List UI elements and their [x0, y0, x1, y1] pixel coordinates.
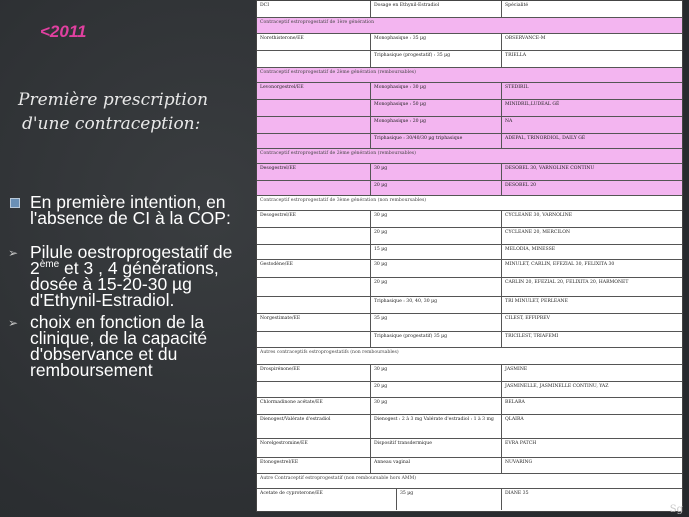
table-cell: 20 µg [371, 278, 502, 296]
bullet-list [8, 194, 243, 396]
table-cell: Monophasique : 20 µg [371, 117, 502, 133]
square-bullet-icon [10, 198, 20, 208]
table-cell: 30 µg [371, 211, 502, 227]
table-cell: STEDIRIL [505, 85, 529, 90]
table-row [257, 398, 682, 415]
table-cell: Norethisterone/EE [257, 34, 371, 50]
footer-mark: Sg [669, 504, 683, 515]
table-cell [257, 51, 371, 67]
table-cell: Triphasique : 30, 40, 30 µg [371, 297, 502, 313]
table-cell: Drospirénone/EE [257, 365, 371, 381]
table-cell: 35 µg [397, 489, 502, 510]
table-row [257, 51, 682, 68]
table-cell: Dispositif transdermique [371, 439, 502, 457]
subtitle-line-1: Première prescription [18, 90, 209, 110]
table-cell [257, 245, 371, 259]
table-cell [257, 117, 371, 133]
table-cell: TRIELLA [505, 53, 527, 58]
table-cell: Levonorgestrel/EE [257, 83, 371, 99]
table-cell [257, 297, 371, 313]
table-cell: 30 µg [371, 398, 502, 414]
table-cell: QLAIRA [505, 417, 524, 422]
table-row [257, 297, 682, 314]
table-cell: Norgestimate/EE [257, 314, 371, 331]
table-section: Autres contraceptifs estroprogestatifs (non remboursables) [257, 348, 682, 365]
contraceptive-table [256, 0, 683, 512]
table-cell: BELARA [505, 400, 525, 405]
table-section: Contraceptif estroprogestatif de 1ère génération [257, 18, 682, 34]
table-cell: OBSERVANCE-M [505, 36, 546, 41]
table-cell: Monophasique : 35 µg [371, 34, 502, 50]
table-cell: 20 µg [371, 382, 502, 397]
arrow-bullet-icon: ➢ [8, 316, 19, 330]
slide-year: <2011 [40, 22, 87, 41]
table-header-row [257, 1, 682, 18]
table-cell [257, 228, 371, 244]
table-cell: Chlormadinone acétate/EE [257, 398, 371, 414]
table-cell [257, 100, 371, 116]
table-cell [257, 332, 371, 347]
table-row [257, 278, 682, 297]
table-cell: Spécialité [505, 3, 529, 8]
table-row [257, 211, 682, 228]
table-cell: TRICILEST, TRIAFEMI [505, 334, 559, 339]
table-cell: Desogestrel/EE [257, 211, 371, 227]
table-cell: DIANE 35 [505, 491, 529, 496]
bullet-text: Pilule oestroprogestatif de 2ème et 3 , 4 générations, dosée à 15-20-30 µg d'Ethynil-Estradiol. [30, 242, 233, 310]
bullet-item [8, 314, 243, 378]
table-cell: Dienogest : 2 à 3 mg Valérate d'estradiol : 1 à 3 mg [371, 415, 502, 438]
table-cell: 30 µg [371, 365, 502, 381]
table-row [257, 458, 682, 474]
table-cell [257, 382, 371, 397]
table-cell: NUVARING [505, 460, 533, 465]
table-cell: JASMINELLE, JASMINELLE CONTINU, YAZ [505, 384, 609, 389]
table-cell: CARLIN 20, EFEZIAL 20, FELIXITA 20, HARMONET [505, 280, 629, 285]
table-cell [257, 134, 371, 148]
bullet-item [8, 244, 243, 308]
bullet-text: En première intention, en l'absence de CI à la COP: [30, 192, 231, 228]
table-cell: Gestodène/EE [257, 260, 371, 277]
table-row [257, 83, 682, 100]
table-cell: MINIDRIL,LUDEAL GÉ [505, 102, 560, 107]
arrow-bullet-icon: ➢ [8, 246, 19, 260]
table-row [257, 181, 682, 196]
table-row [257, 117, 682, 134]
table-row [257, 365, 682, 382]
table-cell: Acetate de cyproterone/EE [257, 489, 397, 510]
table-cell: 20 µg [371, 228, 502, 244]
table-cell: Triphasique (progestatif) : 35 µg [371, 51, 502, 67]
table-row [257, 260, 682, 278]
table-cell: Dosage en Ethynil-Estradiol [371, 1, 502, 17]
table-cell: NA [505, 119, 513, 124]
table-row [257, 489, 682, 510]
table-cell: 15 µg [371, 245, 502, 259]
table-cell: Desogestrel/EE [257, 164, 371, 180]
bullet-item [8, 194, 243, 226]
table-row [257, 245, 682, 260]
table-cell: Dienogest/Valérate d'estradiol [257, 415, 371, 438]
table-section: Contraceptif estroprogestatif de 2ème génération (remboursables) [257, 149, 682, 164]
table-section: Contraceptif estroprogestatif de 3ème génération (non remboursables) [257, 196, 682, 211]
table-cell: MELODIA, MINESSE [505, 247, 556, 252]
table-row [257, 134, 682, 149]
table-cell: Monophasique : 30 µg [371, 83, 502, 99]
table-cell: EVRA PATCH [505, 441, 537, 446]
table-cell: 30 µg [371, 164, 502, 180]
table-row [257, 228, 682, 245]
table-cell [257, 278, 371, 296]
table-row [257, 382, 682, 398]
table-cell: Triphasique (progestatif) 35 µg [371, 332, 502, 347]
table-cell: DESOBEL 30, VARNOLINE CONTINU [505, 166, 595, 171]
table-row [257, 34, 682, 51]
table-cell: 30 µg [371, 260, 502, 277]
table-cell: DESOBEL 20 [505, 183, 537, 188]
table-cell: Monophasique : 50 µg [371, 100, 502, 116]
table-cell: Triphasique : 30/40/30 µg triphasique [371, 134, 502, 148]
slide-subtitle [18, 88, 218, 136]
table-cell: ADEPAL, TRINORDIOL, DAILY GÉ [505, 136, 586, 141]
table-cell [257, 181, 371, 195]
table-cell: 35 µg [371, 314, 502, 331]
table-cell: DCI [257, 1, 371, 17]
table-section: Autre Contraceptif estroprogestatif (non remboursable hors AMM) [257, 474, 682, 489]
table-row [257, 415, 682, 439]
table-row [257, 439, 682, 458]
table-cell: Norelgestromine/EE [257, 439, 371, 457]
table-section: Contraceptif estroprogestatif de 2ème génération (remboursables) [257, 68, 682, 83]
bullet-text: choix en fonction de la clinique, de la capacité d'observance et du remboursement [30, 312, 208, 380]
table-cell: JASMINE [505, 367, 528, 372]
table-cell: TRI MINULET, PERLEANE [505, 299, 568, 304]
table-row [257, 332, 682, 348]
table-row [257, 100, 682, 117]
table-cell: 20 µg [371, 181, 502, 195]
subtitle-line-2: d'une contraception: [22, 114, 201, 134]
table-cell: CYCLEANE 20, MERCILON [505, 230, 570, 235]
table-row [257, 314, 682, 332]
table-cell: Anneau vaginal [371, 458, 502, 473]
table-row [257, 164, 682, 181]
table-cell: Etonogestrel/EE [257, 458, 371, 473]
table-cell: CYCLEANE 30, VARNOLINE [505, 213, 573, 218]
table-cell: MINULET, CARLIN, EFEZIAL 30, FELIXITA 30 [505, 262, 615, 267]
table-cell: CILEST, EFFIPREV [505, 316, 550, 321]
